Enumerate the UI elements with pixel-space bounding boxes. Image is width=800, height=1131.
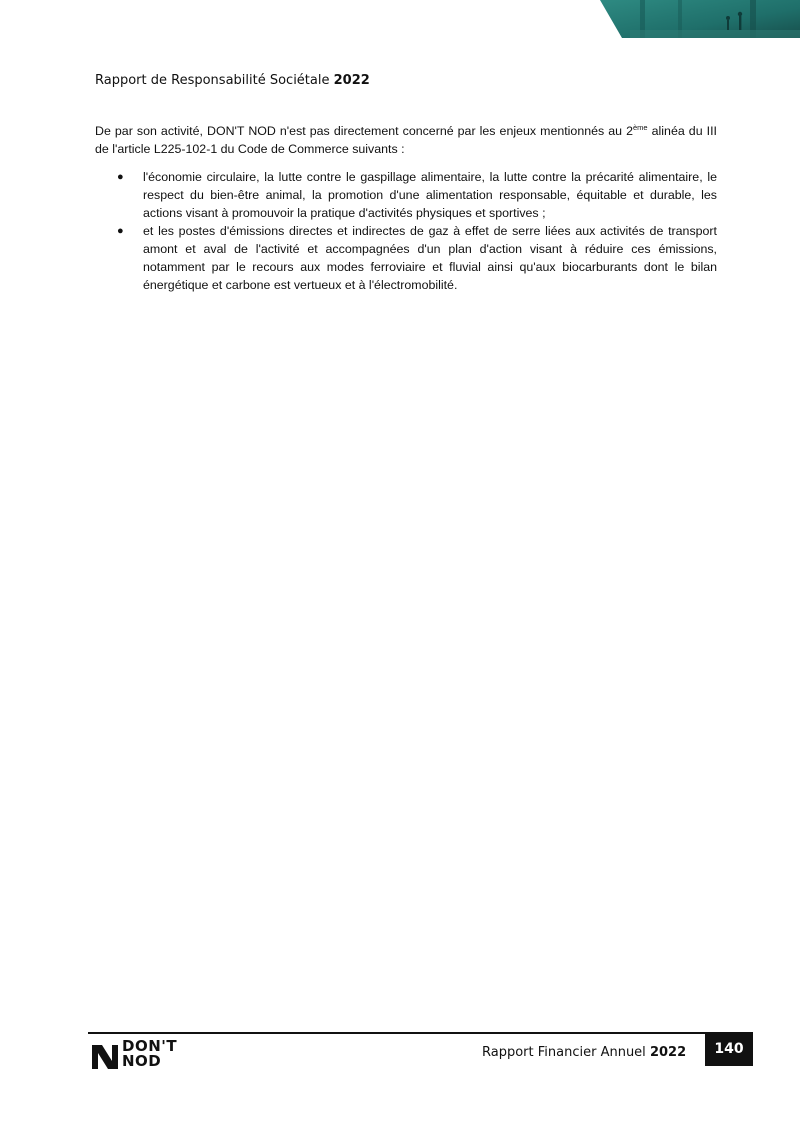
superscript: ème (633, 123, 648, 132)
page-number: 140 (705, 1032, 753, 1066)
header-corner-image (600, 0, 800, 38)
bullet-dot-icon: ● (117, 171, 124, 183)
bullet-dot-icon: ● (117, 225, 124, 237)
bullet-list (95, 168, 717, 294)
running-header (95, 73, 370, 88)
list-item: ● l'économie circulaire, la lutte contre le gaspillage alimentaire, la lutte contre la précarité alimentaire, le respect du bien-être animal, la promotion d'une alimentation responsable, équitable et durable, les actions visant à promouvoir la pratique d'activités physiques et sportives ; (117, 170, 717, 220)
running-header-title: Rapport de Responsabilité Sociétale (95, 73, 330, 88)
footer-title: Rapport Financier Annuel 2022 (482, 1045, 687, 1060)
intro-paragraph: De par son activité, DON'T NOD n'est pas directement concerné par les enjeux mentionnés au 2ème alinéa du III de l'article L225-102-1 du Code de Commerce suivants : (95, 123, 717, 156)
list-item: ● et les postes d'émissions directes et indirectes de gaz à effet de serre liées aux activités de transport amont et aval de l'activité et accompagnées d'un plan d'action visant à réduire ces émissions, notamment par le recours aux modes ferroviaire et fluvial ainsi qu'aux biocarburants dont le bilan énergétique et carbone est vertueux et à l'électromobilité. (117, 224, 717, 292)
logo-wordmark: DON'T NOD (122, 1037, 178, 1070)
body-text (95, 122, 717, 294)
running-header-year: 2022 (333, 73, 370, 88)
footer-divider (88, 1032, 753, 1034)
